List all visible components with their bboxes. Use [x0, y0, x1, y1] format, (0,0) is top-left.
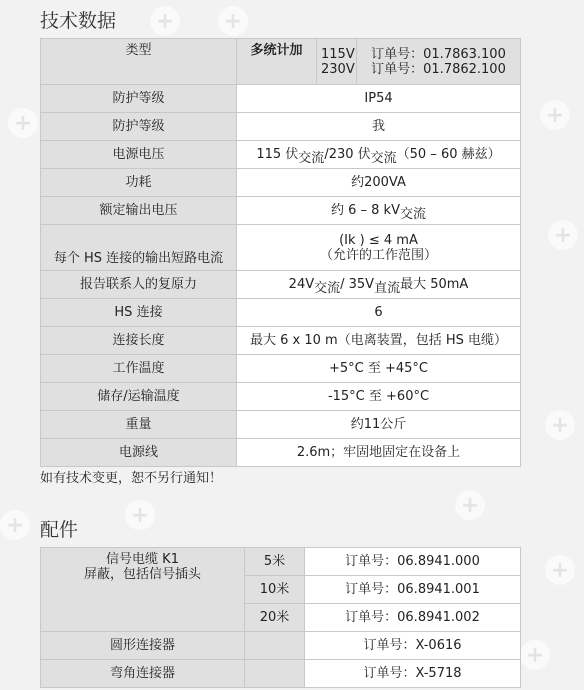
value-part: （50 – 60 赫兹） [396, 147, 501, 162]
row-label: 电源电压 [41, 141, 237, 169]
row-value: IP54 [237, 85, 521, 113]
watermark-plus-icon: + [548, 220, 578, 250]
cable-length: 10米 [245, 576, 305, 604]
watermark-plus-icon: + [8, 108, 38, 138]
table-row [41, 271, 521, 299]
value-line-1: (Ik ) ≤ 4 mA [339, 232, 418, 248]
cable-label-line-2: 屏蔽，包括信号插头 [83, 567, 201, 582]
value-part: /230 伏 [324, 147, 371, 162]
accessories-heading: 配件 [40, 519, 79, 541]
value-subscript: 交流 [314, 281, 341, 296]
header-order-2: 订单号：01.7862.100 [371, 61, 506, 77]
row-label: HS 连接 [41, 299, 237, 327]
row-label: 防护等级 [41, 113, 237, 141]
watermark-plus-icon: + [455, 490, 485, 520]
accessory-label: 圆形连接器 [41, 632, 245, 660]
value-part: / 35V [340, 277, 375, 292]
value-part: 24V [288, 277, 315, 292]
cable-order: 订单号：06.8941.000 [305, 548, 521, 576]
value-subscript: 交流 [370, 151, 397, 166]
value-subscript: 直流 [374, 281, 401, 296]
watermark-plus-icon: + [125, 500, 155, 530]
row-label: 报告联系人的复原力 [41, 271, 237, 299]
watermark-plus-icon: + [540, 100, 570, 130]
cable-order: 订单号：06.8941.001 [305, 576, 521, 604]
row-label: 连接长度 [41, 327, 237, 355]
watermark-plus-icon: + [545, 410, 575, 440]
cable-order: 订单号：06.8941.002 [305, 604, 521, 632]
watermark-plus-icon: + [520, 640, 550, 670]
table-row [41, 197, 521, 225]
empty-cell [245, 660, 305, 688]
table-row [41, 439, 521, 467]
empty-cell [245, 632, 305, 660]
row-label: 防护等级 [41, 85, 237, 113]
header-orders [357, 39, 521, 85]
watermark-plus-icon: + [0, 510, 30, 540]
row-value [237, 271, 521, 299]
table-row [41, 660, 521, 688]
row-label: 工作温度 [41, 355, 237, 383]
watermark-plus-icon: + [545, 555, 575, 585]
header-type-label: 类型 [41, 39, 237, 85]
cable-length: 5米 [245, 548, 305, 576]
cable-label-line-1: 信号电缆 K1 [106, 552, 179, 567]
table-row [41, 225, 521, 271]
value-part: 约 6 – 8 kV [330, 203, 400, 218]
tech-table [40, 38, 521, 467]
row-value [237, 141, 521, 169]
table-row [41, 299, 521, 327]
watermark-plus-icon: + [218, 6, 248, 36]
row-value [237, 197, 521, 225]
row-value: 约200VA [237, 169, 521, 197]
tech-header-row [41, 39, 521, 85]
row-value: 2.6m；牢固地固定在设备上 [237, 439, 521, 467]
row-label: 功耗 [41, 169, 237, 197]
table-row [41, 85, 521, 113]
table-row [41, 141, 521, 169]
table-row [41, 113, 521, 141]
table-row [41, 327, 521, 355]
cable-label [41, 548, 245, 632]
row-label: 每个 HS 连接的输出短路电流 [41, 225, 237, 271]
accessory-order: 订单号：X-5718 [305, 660, 521, 688]
row-label: 储存/运输温度 [41, 383, 237, 411]
cable-length: 20米 [245, 604, 305, 632]
value-subscript: 交流 [399, 207, 426, 222]
row-value: 约11公斤 [237, 411, 521, 439]
accessory-label: 弯角连接器 [41, 660, 245, 688]
header-product-name: 多统计加 [237, 39, 317, 85]
row-value: 最大 6 x 10 m（电离装置，包括 HS 电缆） [237, 327, 521, 355]
row-label: 电源线 [41, 439, 237, 467]
table-row [41, 355, 521, 383]
watermark-plus-icon: + [150, 6, 180, 36]
table-row [41, 632, 521, 660]
row-label: 重量 [41, 411, 237, 439]
value-subscript: 交流 [298, 151, 325, 166]
row-value: -15°C 至 +60°C [237, 383, 521, 411]
header-voltage-1: 115V [321, 46, 355, 62]
value-part: 最大 50mA [400, 277, 469, 292]
row-value: 6 [237, 299, 521, 327]
header-order-1: 订单号：01.7863.100 [371, 46, 506, 62]
accessory-order: 订单号：X-0616 [305, 632, 521, 660]
row-label: 额定输出电压 [41, 197, 237, 225]
table-row [41, 169, 521, 197]
value-line-2: （允许的工作范围） [319, 247, 437, 263]
change-notice: 如有技术变更，恕不另行通知！ [40, 471, 223, 486]
row-value: 我 [237, 113, 521, 141]
table-row [41, 383, 521, 411]
value-part: 115 伏 [256, 147, 299, 162]
header-voltage-2: 230V [321, 61, 355, 77]
table-row [41, 548, 521, 576]
tech-heading: 技术数据 [40, 10, 117, 32]
header-voltages [317, 39, 357, 85]
accessories-table [40, 547, 521, 688]
row-value [237, 225, 521, 271]
table-row [41, 411, 521, 439]
row-value: +5°C 至 +45°C [237, 355, 521, 383]
